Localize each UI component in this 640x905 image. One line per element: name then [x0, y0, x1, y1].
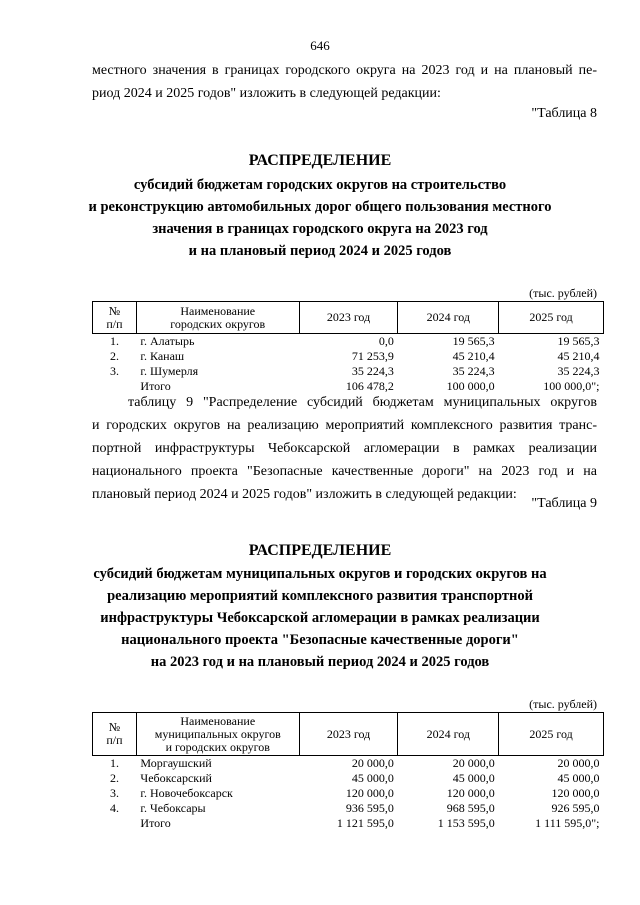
- row-2024: 120 000,0: [446, 786, 495, 800]
- row-num: 1.: [109, 756, 119, 770]
- row-name: г. Канаш: [140, 349, 185, 363]
- para-line-5: плановый период 2024 и 2025 годов" изложить в следующей редакции:: [92, 487, 517, 502]
- row-2024: 19 565,3: [452, 334, 495, 348]
- row-2025: 35 224,3: [557, 364, 600, 378]
- table-row: [93, 801, 604, 816]
- row-num: 2.: [109, 349, 119, 363]
- row-2025: 45 210,4: [557, 349, 600, 363]
- table8-subheading-3: значения в границах городского округа на 2023 год: [152, 221, 488, 237]
- table9-header-name: Наименование муниципальных округов и городских округов: [136, 713, 299, 756]
- table8-header-2024: 2024 год: [398, 302, 499, 334]
- row-num: 1.: [109, 334, 119, 348]
- row-2025: 1 111 595,0";: [535, 816, 600, 830]
- row-2023: 936 595,0: [345, 801, 394, 815]
- table8-units: (тыс. рублей): [529, 286, 597, 300]
- table9-subheading-4: национального проекта "Безопасные качественные дороги": [121, 632, 519, 648]
- row-name: г. Шумерля: [140, 364, 199, 378]
- table8-heading: РАСПРЕДЕЛЕНИЕ: [248, 152, 392, 169]
- row-2025: 19 565,3: [557, 334, 600, 348]
- row-name: Итого: [140, 816, 171, 830]
- table8-header-2023: 2023 год: [299, 302, 398, 334]
- row-2024: 45 210,4: [452, 349, 495, 363]
- intro-line-2: риод 2024 и 2025 годов" изложить в следующей редакции:: [92, 86, 441, 101]
- table8: [92, 301, 604, 394]
- row-name: Чебоксарский: [140, 771, 212, 785]
- table9-subheading-2: реализацию мероприятий комплексного развития транспортной: [107, 588, 533, 604]
- row-num: 2.: [109, 771, 119, 785]
- table8-subheading-4: и на плановый период 2024 и 2025 годов: [188, 243, 452, 259]
- table9-header-2024: 2024 год: [398, 713, 499, 756]
- table8-header-num: № п/п: [93, 302, 137, 334]
- table9-subheading-1: субсидий бюджетам муниципальных округов и городских округов на: [93, 566, 547, 582]
- table9-subheading-3: инфраструктуры Чебоксарской агломерации в рамках реализации: [100, 610, 540, 626]
- row-name: г. Новочебоксарск: [140, 786, 233, 800]
- row-2024: 100 000,0: [446, 379, 495, 393]
- table-total-row: [93, 816, 604, 831]
- row-num: [93, 816, 137, 831]
- table8-header-name: Наименование городских округов: [136, 302, 299, 334]
- table-total-row: [93, 379, 604, 394]
- row-2023: 106 478,2: [345, 379, 394, 393]
- table-row: [93, 349, 604, 364]
- row-2025: 45 000,0: [557, 771, 600, 785]
- row-2024: 1 153 595,0: [437, 816, 495, 830]
- row-2024: 968 595,0: [446, 801, 495, 815]
- row-num: 3.: [109, 364, 119, 378]
- table-row: [93, 786, 604, 801]
- table-row: [93, 771, 604, 786]
- row-2023: 35 224,3: [351, 364, 394, 378]
- table-row: [93, 364, 604, 379]
- row-2024: 20 000,0: [452, 756, 495, 770]
- row-2023: 45 000,0: [351, 771, 394, 785]
- table8-subheading-2: и реконструкцию автомобильных дорог общего пользования местного: [88, 199, 552, 215]
- row-name: Моргаушский: [140, 756, 212, 770]
- table9-header-2025: 2025 год: [499, 713, 604, 756]
- para-line-2: и городских округов на реализацию мероприятий комплексного развития транс-: [92, 418, 597, 433]
- row-2025: 20 000,0: [557, 756, 600, 770]
- table9-reference: "Таблица 9: [531, 496, 597, 511]
- row-2023: 71 253,9: [351, 349, 394, 363]
- table-row: [93, 756, 604, 772]
- row-name: г. Чебоксары: [140, 801, 206, 815]
- row-2023: 1 121 595,0: [336, 816, 394, 830]
- row-2025: 926 595,0: [551, 801, 600, 815]
- table8-subheading-1: субсидий бюджетам городских округов на строительство: [133, 177, 507, 193]
- row-2024: 45 000,0: [452, 771, 495, 785]
- row-2025: 100 000,0";: [543, 379, 600, 393]
- table9-heading: РАСПРЕДЕЛЕНИЕ: [248, 542, 392, 559]
- table9-header-num: № п/п: [93, 713, 137, 756]
- row-num: 3.: [109, 786, 119, 800]
- table9: [92, 712, 604, 831]
- table9-units: (тыс. рублей): [529, 697, 597, 711]
- row-2025: 120 000,0: [551, 786, 600, 800]
- table9-header-2023: 2023 год: [299, 713, 398, 756]
- table8-header-2025: 2025 год: [499, 302, 604, 334]
- page-number: 646: [310, 38, 330, 53]
- row-name: Итого: [140, 379, 171, 393]
- row-2023: 20 000,0: [351, 756, 394, 770]
- row-num: [93, 379, 137, 394]
- table-row: [93, 334, 604, 350]
- row-num: 4.: [109, 801, 119, 815]
- table9-subheading-5: на 2023 год и на плановый период 2024 и 2025 годов: [150, 654, 490, 670]
- table8-reference: "Таблица 8: [531, 106, 597, 121]
- para-line-4: национального проекта "Безопасные качественные дороги" на 2023 год и на: [92, 464, 597, 479]
- row-2023: 0,0: [378, 334, 394, 348]
- para-line-1: таблицу 9 "Распределение субсидий бюджетам муниципальных округов: [128, 395, 597, 410]
- intro-line-1: местного значения в границах городского округа на 2023 год и на плановый пе-: [92, 63, 597, 78]
- row-2024: 35 224,3: [452, 364, 495, 378]
- row-name: г. Алатырь: [140, 334, 195, 348]
- row-2023: 120 000,0: [345, 786, 394, 800]
- para-line-3: портной инфраструктуры Чебоксарской агломерации в рамках реализации: [92, 441, 597, 456]
